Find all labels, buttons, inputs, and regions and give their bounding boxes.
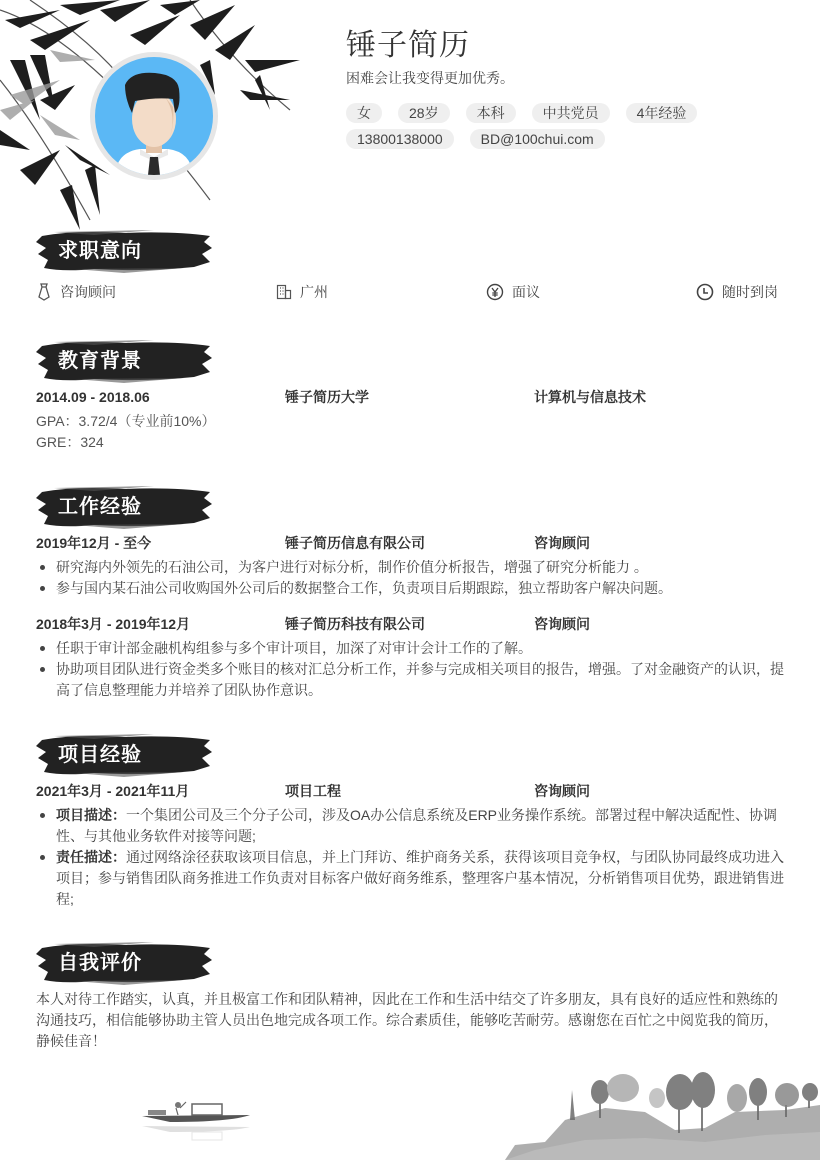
building-icon (276, 284, 292, 300)
intent-position-label: 咨询顾问 (60, 284, 116, 300)
section-title-education (34, 340, 214, 382)
work-bullet: 任职于审计部金融机构组参与多个审计项目，加深了对审计会计工作的了解。 (36, 638, 788, 659)
education-period: 2014.09 - 2018.06 (36, 389, 150, 405)
avatar-illustration-icon (95, 57, 213, 175)
candidate-motto: 困难会让我变得更加优秀。 (346, 70, 514, 86)
work-bullets (36, 638, 788, 701)
project-bullet (36, 805, 788, 847)
education-school: 锤子简历大学 (285, 389, 369, 405)
self-evaluation-text: 本人对待工作踏实，认真，并且极富工作和团队精神，因此在工作和生活中结交了许多朋友，具有良好的适应性和熟练的沟通技巧，相信能够协助主管人员出色地完成各项工作。综合素质佳，能够吃苦耐劳。感谢您在百忙之中阅览我的简历，静候佳音！ (36, 991, 778, 1049)
work-row (36, 533, 796, 553)
section-label: 项目经验 (58, 744, 142, 766)
education-row (36, 387, 796, 407)
tag-degree: 本科 (466, 103, 516, 123)
intent-availability-label: 随时到岗 (722, 284, 778, 300)
section-label: 自我评价 (58, 952, 142, 974)
tag-experience: 4年经验 (626, 103, 698, 123)
tag-gender: 女 (346, 103, 382, 123)
clock-icon (696, 283, 714, 301)
intent-city (276, 282, 328, 302)
section-title-project (34, 734, 214, 776)
work-role: 咨询顾问 (534, 535, 590, 551)
work-company: 锤子简历信息有限公司 (285, 535, 425, 551)
avatar (90, 52, 218, 180)
candidate-name: 锤子简历 (346, 29, 470, 62)
work-bullet: 协助项目团队进行资金类多个账目的核对汇总分析工作，并参与完成相关项目的报告，增强。了对金融资产的认识，提高了信息整理能力并培养了团队协作意识。 (36, 659, 788, 701)
work-role: 咨询顾问 (534, 616, 590, 632)
project-period: 2021年3月 - 2021年11月 (36, 783, 190, 799)
tag-phone[interactable]: 13800138000 (346, 129, 454, 149)
resume-header (346, 26, 806, 149)
work-row (36, 614, 796, 634)
section-title-self-evaluation (34, 942, 214, 984)
intent-availability (696, 282, 778, 302)
work-bullet: 参与国内某石油公司收购国外公司后的数据整合工作，负责项目后期跟踪，独立帮助客户解决问题。 (36, 578, 788, 599)
project-bullet-text: 通过网络涂径获取该项目信息，并上门拜访、维护商务关系，获得该项目竞争权，与团队协同最终成功进入项目；参与销售团队商务推进工作负责对目标客户做好商务维系，整理客户基本情况，分析销售项目优势，跟进销售进程; (56, 849, 784, 907)
work-period: 2018年3月 - 2019年12月 (36, 616, 191, 632)
work-period: 2019年12月 - 至今 (36, 535, 152, 551)
tag-age: 28岁 (398, 103, 450, 123)
project-bullet (36, 847, 788, 910)
project-bullet-label: 责任描述： (56, 849, 126, 865)
yen-icon (486, 283, 504, 301)
section-label: 求职意向 (58, 240, 142, 262)
intent-salary (486, 282, 540, 302)
section-title-work (34, 486, 214, 528)
job-intent-row (36, 282, 796, 304)
section-label: 教育背景 (58, 350, 142, 372)
education-gpa: GPA：3.72/4（专业前10%） (36, 413, 216, 429)
work-bullets (36, 557, 788, 599)
project-name: 项目工程 (285, 783, 341, 799)
project-row (36, 781, 796, 801)
intent-position (36, 282, 116, 302)
tie-icon (36, 283, 52, 301)
work-company: 锤子简历科技有限公司 (285, 616, 425, 632)
landscape-decoration-icon (505, 1070, 820, 1160)
tag-email[interactable]: BD@100chui.com (470, 129, 605, 149)
section-label: 工作经验 (58, 496, 142, 518)
project-bullets (36, 805, 788, 910)
intent-city-label: 广州 (300, 284, 328, 300)
project-role: 咨询顾问 (534, 783, 590, 799)
info-tags (346, 103, 806, 149)
section-title-intent (34, 230, 214, 272)
work-bullet: 研究海内外领先的石油公司，为客户进行对标分析，制作价值分析报告，增强了研究分析能力 。 (36, 557, 788, 578)
education-major: 计算机与信息技术 (534, 389, 646, 405)
project-bullet-text: 一个集团公司及三个分子公司，涉及OA办公信息系统及ERP业务操作系统。部署过程中解决适配性、协调性、与其他业务软件对接等问题; (56, 807, 778, 844)
project-bullet-label: 项目描述： (56, 807, 126, 823)
education-gre: GRE：324 (36, 434, 104, 450)
tag-political-status: 中共党员 (532, 103, 610, 123)
boat-decoration-icon (140, 1098, 260, 1143)
intent-salary-label: 面议 (512, 284, 540, 300)
